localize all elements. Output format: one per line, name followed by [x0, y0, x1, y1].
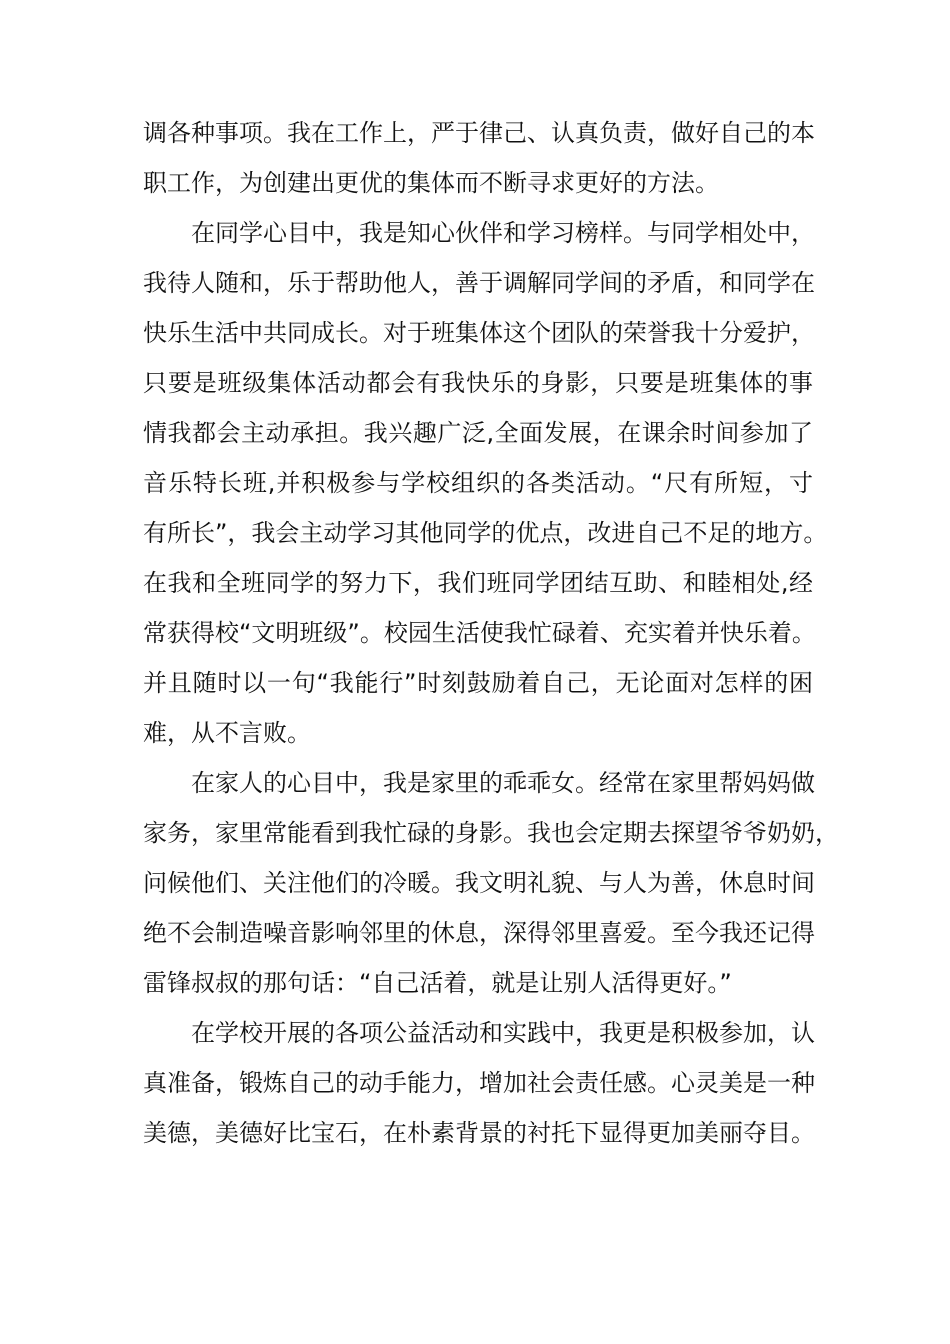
text-line: 在家人的心目中，我是家里的乖乖女。经常在家里帮妈妈做	[191, 769, 815, 797]
text-line: 职工作，为创建出更优的集体而不断寻求更好的方法。	[143, 169, 719, 197]
paragraph-3	[143, 758, 839, 1008]
paragraph-2	[143, 208, 828, 758]
paragraph-1	[143, 108, 813, 208]
text-line: 音乐特长班,并积极参与学校组织的各类活动。“尺有所短，寸	[143, 469, 813, 497]
text-line: 快乐生活中共同成长。对于班集体这个团队的荣誉我十分爱护，	[143, 319, 815, 347]
document-body	[143, 108, 839, 1158]
text-line: 问候他们、关注他们的冷暖。我文明礼貌、与人为善，休息时间	[143, 869, 815, 897]
text-line: 情我都会主动承担。我兴趣广泛,全面发展，在课余时间参加了	[143, 419, 813, 447]
text-line: 在我和全班同学的努力下，我们班同学团结互助、和睦相处,经	[143, 569, 813, 597]
text-line: 有所长”，我会主动学习其他同学的优点，改进自己不足的地方。	[143, 519, 828, 547]
text-line: 家务，家里常能看到我忙碌的身影。我也会定期去探望爷爷奶奶，	[143, 819, 839, 847]
paragraph-4	[143, 1008, 813, 1158]
text-line: 美德，美德好比宝石，在朴素背景的衬托下显得更加美丽夺目。	[143, 1119, 815, 1147]
text-line: 在学校开展的各项公益活动和实践中，我更是积极参加，认	[191, 1019, 815, 1047]
text-line: 真准备，锻炼自己的动手能力，增加社会责任感。心灵美是一种	[143, 1069, 815, 1097]
text-line: 常获得校“文明班级”。校园生活使我忙碌着、充实着并快乐着。	[143, 619, 816, 647]
text-line: 我待人随和，乐于帮助他人，善于调解同学间的矛盾，和同学在	[143, 269, 815, 297]
text-line: 并且随时以一句“我能行”时刻鼓励着自己，无论面对怎样的困	[143, 669, 813, 697]
text-line: 雷锋叔叔的那句话：“自己活着，就是让别人活得更好。”	[143, 969, 732, 997]
text-line: 难，从不言败。	[143, 719, 311, 747]
text-line: 在同学心目中，我是知心伙伴和学习榜样。与同学相处中，	[191, 219, 815, 247]
text-line: 调各种事项。我在工作上，严于律己、认真负责，做好自己的本	[143, 119, 815, 147]
text-line: 只要是班级集体活动都会有我快乐的身影，只要是班集体的事	[143, 369, 813, 397]
text-line: 绝不会制造噪音影响邻里的休息，深得邻里喜爱。至今我还记得	[143, 919, 815, 947]
